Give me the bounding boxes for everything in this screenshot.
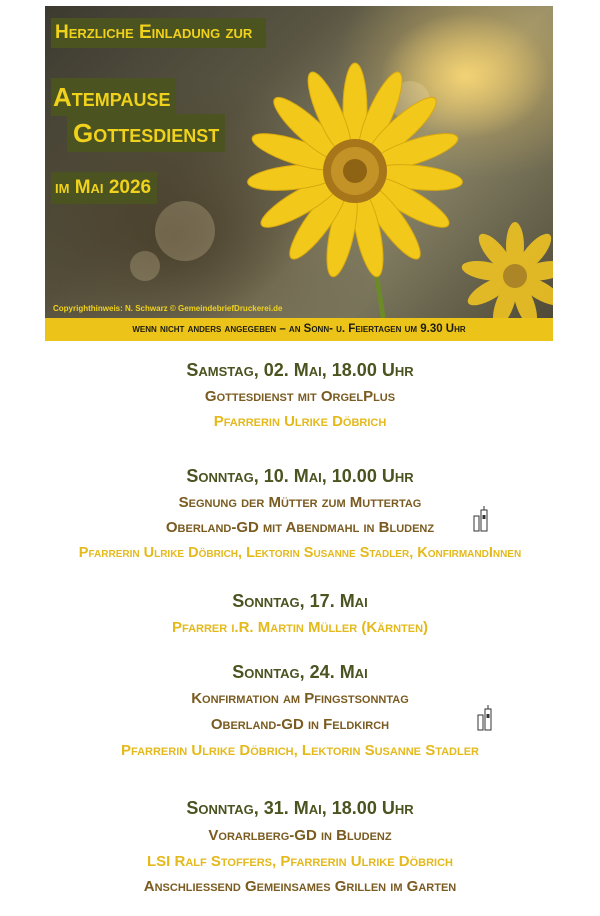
event-3-people: Pfarrer i.R. Martin Müller (Kärnten): [171, 619, 429, 636]
event-4-service: Konfirmation am Pfingstsonntag: [191, 690, 409, 707]
event-1-people: Pfarrerin Ulrike Döbrich: [213, 413, 387, 430]
title-atempause: Atempause: [51, 78, 176, 116]
event-4-location: Oberland-GD in Feldkirch: [210, 716, 390, 733]
event-2-date: Sonntag, 10. Mai, 10.00 Uhr: [186, 466, 414, 486]
event-2-people: Pfarrerin Ulrike Döbrich, Lektorin Susanne Stadler, KonfirmandInnen: [78, 545, 522, 561]
title-month: im Mai 2026: [51, 172, 157, 204]
event-5-people: LSI Ralf Stoffers, Pfarrerin Ulrike Döbrich: [147, 853, 453, 870]
event-2-location-text: Oberland-GD mit Abendmahl in Bludenz: [165, 519, 435, 536]
event-3-date: Sonntag, 17. Mai: [232, 591, 368, 611]
event-5-service: Vorarlberg-GD in Bludenz: [208, 827, 392, 844]
event-5-extra: Anschließend Gemeinsames Grillen im Garten: [143, 878, 457, 895]
event-1-service: Gottesdienst mit OrgelPlus: [204, 388, 396, 405]
event-4-people: Pfarrerin Ulrike Döbrich, Lektorin Susanne Stadler: [120, 742, 479, 759]
time-note: wenn nicht anders angegeben – an Sonn- u. Feiertagen um 9.30 Uhr: [45, 318, 553, 341]
event-4-date: Sonntag, 24. Mai: [232, 662, 368, 682]
event-1-date: Samstag, 02. Mai, 18.00 Uhr: [186, 360, 414, 380]
title-gottesdienst: Gottesdienst: [67, 114, 225, 152]
event-5-date: Sonntag, 31. Mai, 18.00 Uhr: [186, 798, 414, 818]
event-2-service: Segnung der Mütter zum Muttertag: [178, 494, 422, 511]
church-icon: [477, 705, 493, 731]
copyright-note: Copyrighthinweis: N. Schwarz © GemeindebriefDruckerei.de: [53, 304, 283, 313]
invitation-heading: Herzliche Einladung zur: [51, 18, 266, 48]
event-2-location: [0, 519, 600, 536]
church-icon: [473, 506, 489, 532]
header-banner: [45, 6, 553, 341]
